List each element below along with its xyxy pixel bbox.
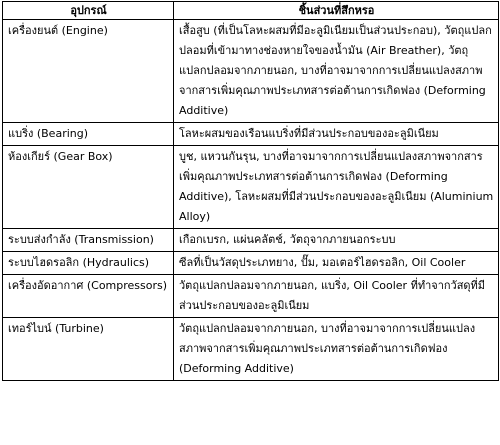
table-row xyxy=(3,318,499,381)
worn-parts-cell: โลหะผสมของเรือนแบริ่งที่มีส่วนประกอบของอะลูมิเนียม xyxy=(174,123,499,146)
worn-parts-cell: วัตถุแปลกปลอมจากภายนอก, แบริ่ง, Oil Cooler ที่ทำจากวัสดุที่มีส่วนประกอบของอะลูมิเนียม xyxy=(174,275,499,318)
equipment-cell: แบริ่ง (Bearing) xyxy=(3,123,174,146)
worn-parts-cell: วัตถุแปลกปลอมจากภายนอก, บางที่อาจมาจากการเปลี่ยนแปลงสภาพจากสารเพิ่มคุณภาพประเภทสารต่อต้านการเกิดฟอง (Deforming Additive) xyxy=(174,318,499,381)
table-row xyxy=(3,229,499,252)
equipment-cell: ระบบส่งกำลัง (Transmission) xyxy=(3,229,174,252)
wear-parts-table xyxy=(2,1,499,381)
header-equipment: อุปกรณ์ xyxy=(3,2,174,20)
worn-parts-cell: บูช, แหวนกันรุน, บางที่อาจมาจากการเปลี่ยนแปลงสภาพจากสารเพิ่มคุณภาพประเภทสารต่อต้านการเกิดฟอง (Deforming Additive), โลหะผสมที่มีส่วนประกอบของอะลูมิเนียม (Aluminium Alloy) xyxy=(174,146,499,229)
worn-parts-cell: เกือกเบรก, แผ่นคลัตช์, วัตถุจากภายนอกระบบ xyxy=(174,229,499,252)
equipment-cell: เครื่องยนต์ (Engine) xyxy=(3,20,174,123)
table-row xyxy=(3,275,499,318)
equipment-cell: ระบบไฮดรอลิก (Hydraulics) xyxy=(3,252,174,275)
header-worn-parts: ชิ้นส่วนที่สึกหรอ xyxy=(174,2,499,20)
equipment-cell: เครื่องอัดอากาศ (Compressors) xyxy=(3,275,174,318)
equipment-cell: ห้องเกียร์ (Gear Box) xyxy=(3,146,174,229)
worn-parts-cell: เสื้อสูบ (ที่เป็นโลหะผสมที่มีอะลูมิเนียมเป็นส่วนประกอบ), วัตถุแปลกปลอมที่เข้ามาทางช่องหายใจของน้ำมัน (Air Breather), วัตถุแปลกปลอมจากภายนอก, บางที่อาจมาจากการเปลี่ยนแปลงสภาพจากสารเพิ่มคุณภาพประเภทสารต่อต้านการเกิดฟอง (Deforming Additive) xyxy=(174,20,499,123)
equipment-cell: เทอร์ไบน์ (Turbine) xyxy=(3,318,174,381)
header-row xyxy=(3,2,499,20)
table-row xyxy=(3,20,499,123)
table-row xyxy=(3,252,499,275)
table-row xyxy=(3,146,499,229)
worn-parts-cell: ซีลที่เป็นวัสดุประเภทยาง, ปั๊ม, มอเตอร์ไฮดรอลิก, Oil Cooler xyxy=(174,252,499,275)
table-row xyxy=(3,123,499,146)
